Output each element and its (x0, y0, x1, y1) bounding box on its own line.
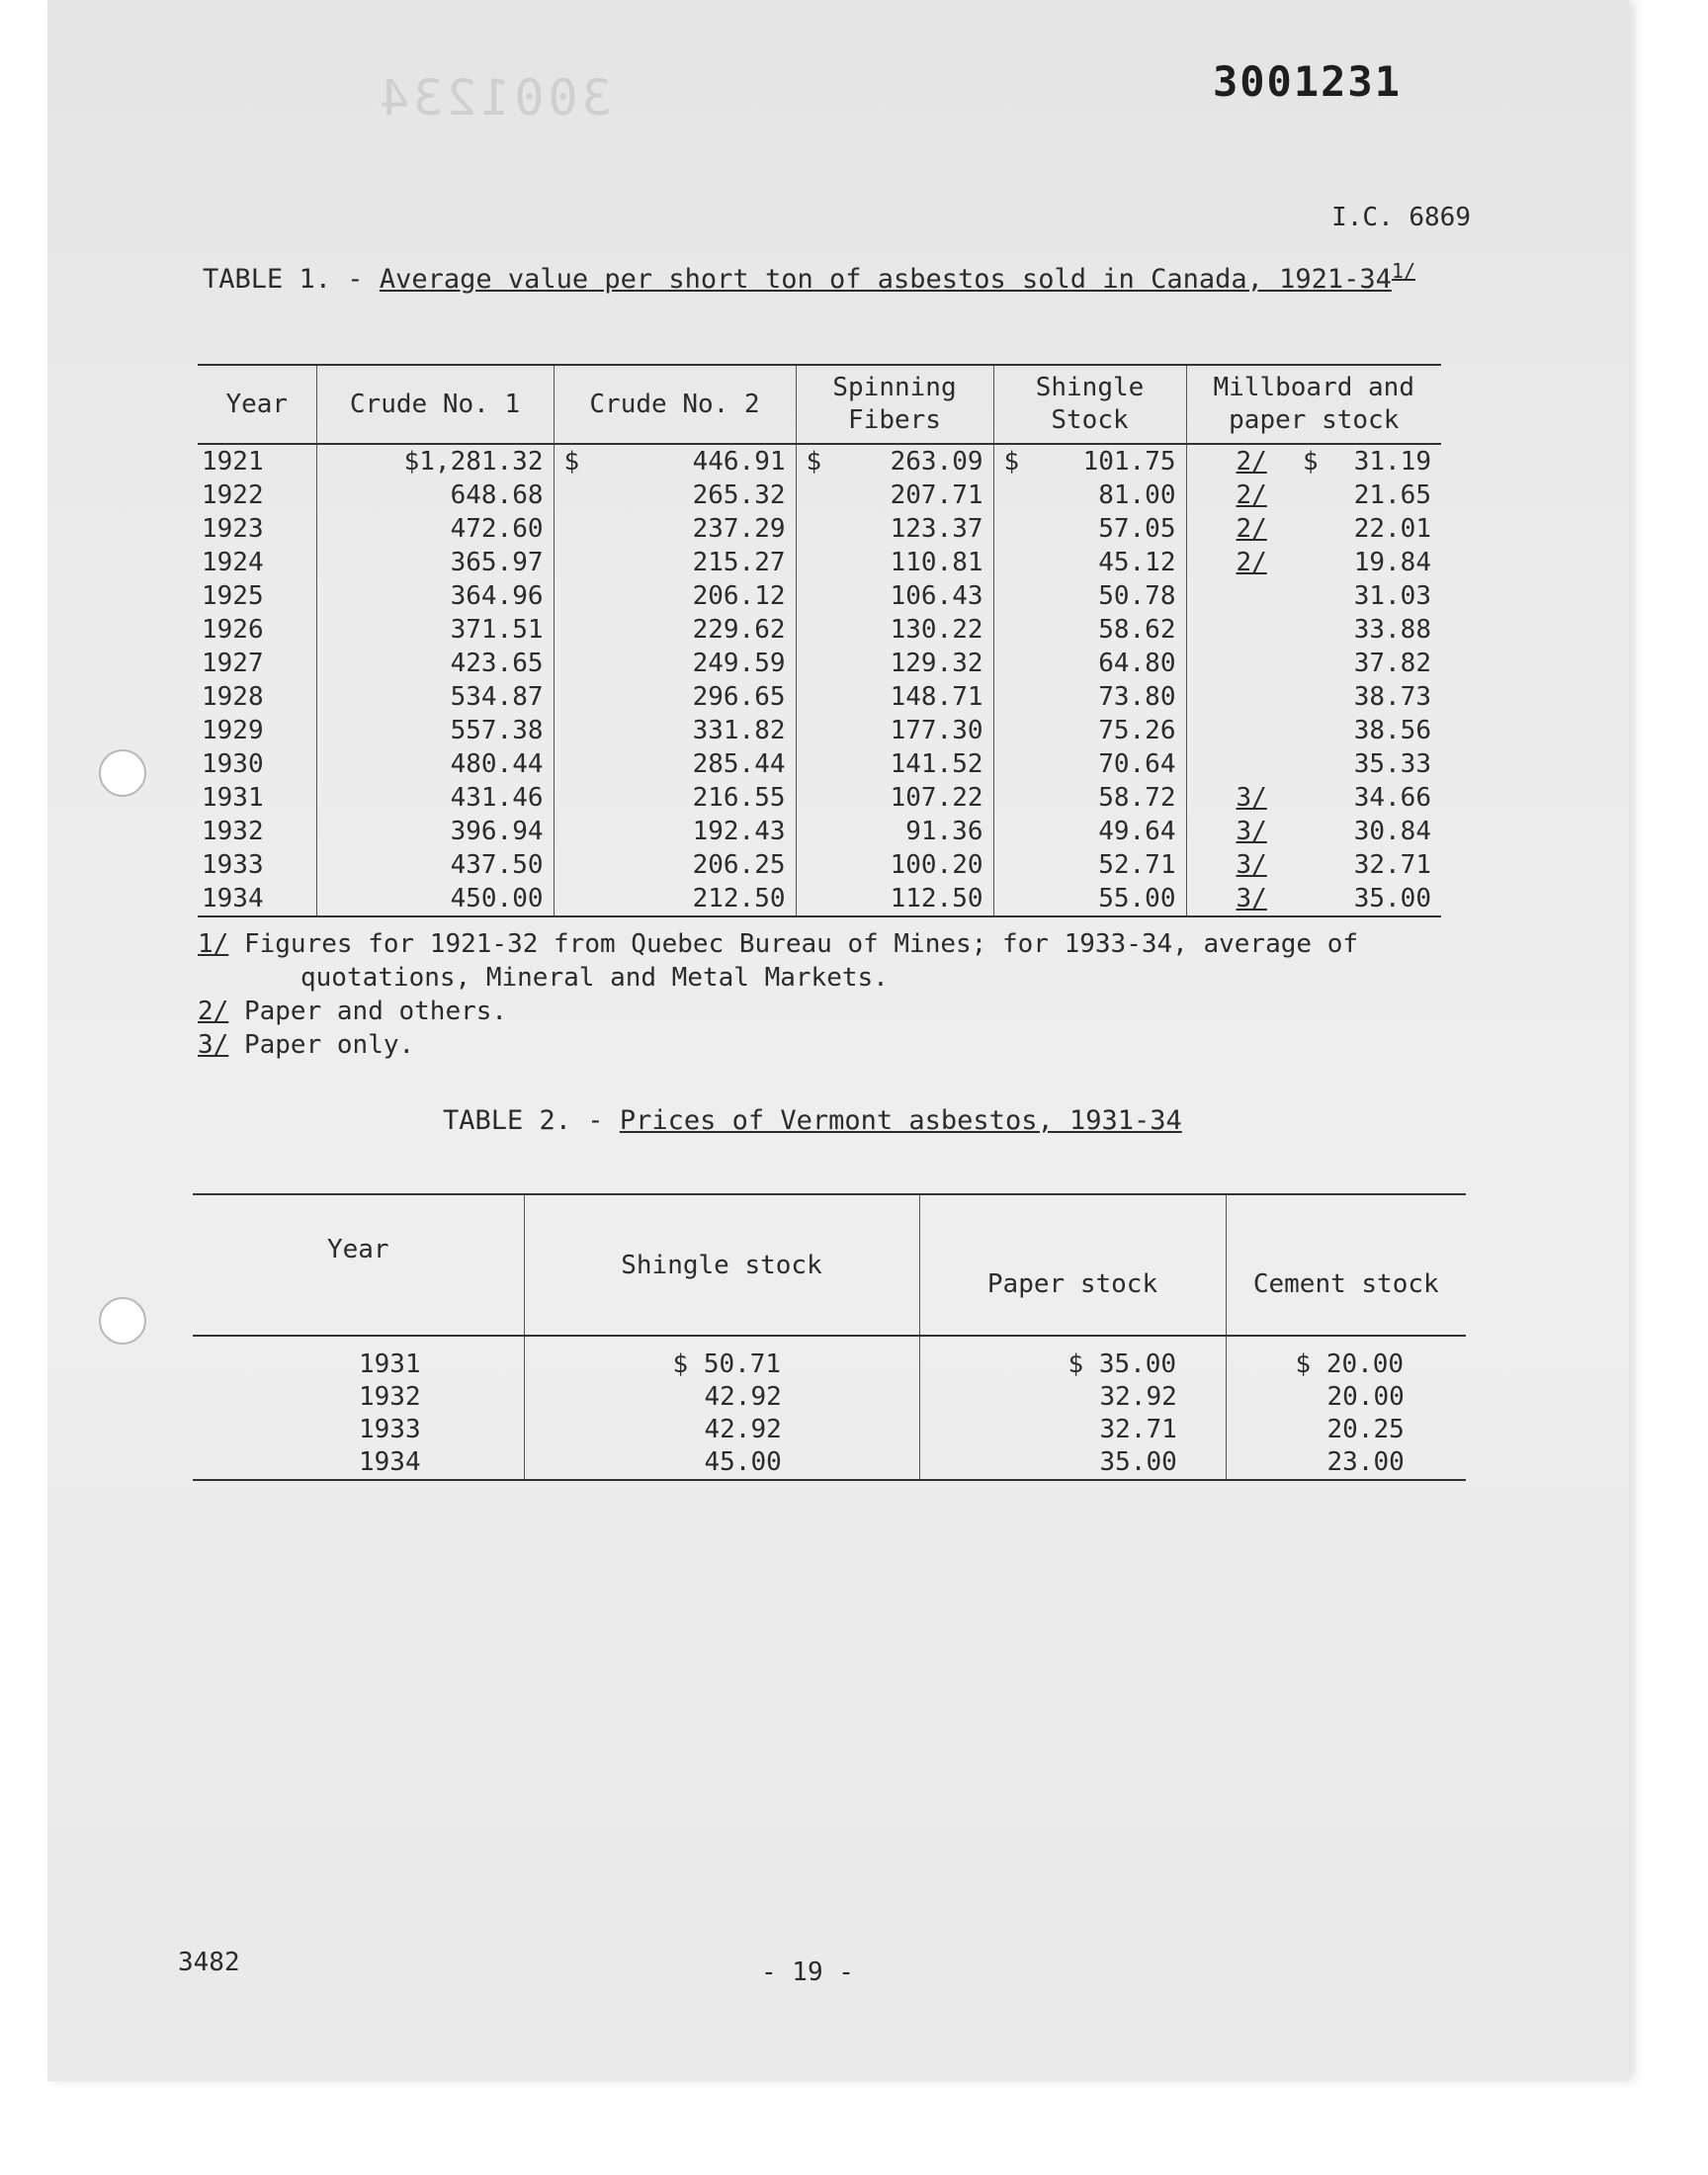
shingle-cell: 73.80 (993, 680, 1186, 714)
spinning-cell: 106.43 (796, 579, 993, 613)
shingle-cell: 42.92 (524, 1381, 919, 1414)
dollar-sign: $ (563, 447, 580, 477)
punch-hole-top (99, 749, 146, 797)
cement-cell (1226, 1336, 1466, 1381)
footnote-mark: 2/ (1236, 514, 1267, 544)
shingle-cell: 49.64 (993, 815, 1186, 848)
table1 (198, 364, 1441, 917)
crude2-cell: 249.59 (554, 647, 796, 680)
shingle-cell: 45.12 (993, 546, 1186, 579)
crude2-cell (554, 444, 796, 478)
cement-cell: 20.25 (1226, 1414, 1466, 1446)
value: 50.71 (703, 1349, 782, 1379)
millboard-cell (1186, 781, 1441, 815)
year-cell: 1933 (359, 1415, 421, 1444)
footnote-mark: 2/ (1236, 548, 1267, 577)
shingle-cell: 42.92 (524, 1414, 919, 1446)
year-cell: 1931 (202, 783, 264, 813)
crude1-cell: 472.60 (316, 512, 554, 546)
dollar-sign: $ (1295, 1349, 1312, 1379)
year-cell: 1922 (202, 480, 264, 510)
table2 (193, 1193, 1466, 1481)
table-row (193, 1381, 1466, 1414)
table-row (198, 815, 1441, 848)
value: 30.84 (1353, 817, 1431, 846)
dollar-sign: $ (1003, 447, 1020, 477)
table-row (198, 714, 1441, 747)
footnote-1-continued: quotations, Mineral and Metal Markets. (300, 963, 889, 993)
year-cell: 1934 (193, 1446, 524, 1480)
crude1-cell: $1,281.32 (316, 444, 554, 478)
paper-cell (919, 1336, 1226, 1381)
shingle-cell: 64.80 (993, 647, 1186, 680)
table-row (198, 747, 1441, 781)
shingle-cell: 57.05 (993, 512, 1186, 546)
crude1-cell: 365.97 (316, 546, 554, 579)
paper-cell: 32.71 (919, 1414, 1226, 1446)
shingle-cell (524, 1336, 919, 1381)
year-cell: 1927 (202, 649, 264, 678)
punch-hole-bottom (99, 1297, 146, 1345)
shingle-cell: 58.72 (993, 781, 1186, 815)
value: 22.01 (1353, 514, 1431, 544)
year-cell: 1930 (202, 749, 264, 779)
table-row (193, 1446, 1466, 1480)
table1-header-row (198, 365, 1441, 444)
table1-label: TABLE 1. - (203, 264, 380, 295)
spinning-cell: 123.37 (796, 512, 993, 546)
year-cell: 1931 (359, 1349, 421, 1379)
millboard-cell (1186, 444, 1441, 478)
table-row (198, 478, 1441, 512)
year-cell: 1932 (202, 817, 264, 846)
value: 20.00 (1325, 1349, 1405, 1379)
crude2-cell: 237.29 (554, 512, 796, 546)
spinning-cell: 91.36 (796, 815, 993, 848)
footnote-mark: 3/ (1236, 884, 1267, 914)
table-row (198, 647, 1441, 680)
spinning-cell: 107.22 (796, 781, 993, 815)
crude1-cell: 648.68 (316, 478, 554, 512)
footnote-mark: 2/ (1236, 480, 1267, 510)
crude2-cell: 212.50 (554, 882, 796, 916)
footnote-mark: 1/ (198, 929, 229, 959)
table-row (198, 848, 1441, 882)
cement-cell: 20.00 (1226, 1381, 1466, 1414)
crude2-cell: 215.27 (554, 546, 796, 579)
crude2-cell: 206.25 (554, 848, 796, 882)
value: 263.09 (890, 447, 983, 477)
spinning-cell: 177.30 (796, 714, 993, 747)
bleed-through-number: 3001234 (376, 69, 612, 127)
year-cell: 1924 (202, 548, 264, 577)
document-number: 3001231 (1212, 57, 1402, 106)
millboard-cell (1186, 512, 1441, 546)
crude2-cell: 331.82 (554, 714, 796, 747)
shingle-cell: 70.64 (993, 747, 1186, 781)
table1-header-spinning: Spinning Fibers (796, 365, 993, 444)
table2-header-row (193, 1194, 1466, 1336)
crude1-cell: 371.51 (316, 613, 554, 647)
footnote-mark: 2/ (198, 997, 229, 1026)
crude1-cell: 423.65 (316, 647, 554, 680)
millboard-cell (1186, 882, 1441, 916)
table1-footnotes (198, 927, 1358, 1062)
footnote-mark: 3/ (1236, 783, 1267, 813)
shingle-cell: 81.00 (993, 478, 1186, 512)
information-circular-number: I.C. 6869 (1331, 203, 1471, 232)
paper-cell: 32.92 (919, 1381, 1226, 1414)
footnote-mark: 2/ (1236, 447, 1267, 477)
table-row (198, 613, 1441, 647)
table-row (198, 781, 1441, 815)
table2-header-year: Year (193, 1194, 524, 1336)
footnote-2 (198, 995, 1358, 1028)
year-cell: 1921 (202, 447, 264, 477)
spinning-cell: 141.52 (796, 747, 993, 781)
table2-header-paper: Paper stock (919, 1194, 1226, 1336)
table1-header-millboard: Millboard and paper stock (1186, 365, 1441, 444)
value: 101.75 (1082, 447, 1176, 477)
footnote-mark: 3/ (198, 1030, 229, 1060)
dollar-sign: $ (806, 447, 822, 477)
crude2-cell: 192.43 (554, 815, 796, 848)
shingle-cell: 75.26 (993, 714, 1186, 747)
spinning-cell: 129.32 (796, 647, 993, 680)
millboard-cell: 38.56 (1186, 714, 1441, 747)
millboard-cell (1186, 815, 1441, 848)
table1-title: Average value per short ton of asbestos sold in Canada, 1921-34 (379, 264, 1392, 295)
year-cell: 1929 (202, 716, 264, 745)
table1-title-note: 1/ (1391, 259, 1415, 283)
table2-header-cement: Cement stock (1226, 1194, 1466, 1336)
table1-caption (203, 259, 1415, 295)
spinning-cell (796, 444, 993, 478)
millboard-cell (1186, 848, 1441, 882)
year-cell: 1925 (202, 581, 264, 611)
table-row (193, 1414, 1466, 1446)
shingle-cell: 52.71 (993, 848, 1186, 882)
footnote-text: Figures for 1921-32 from Quebec Bureau of Mines; for 1933-34, average of (243, 929, 1359, 959)
footnote-text: Paper only. (243, 1030, 415, 1060)
crude2-cell: 229.62 (554, 613, 796, 647)
footnote-mark: 3/ (1236, 817, 1267, 846)
spinning-cell: 112.50 (796, 882, 993, 916)
year-cell: 1926 (202, 615, 264, 645)
crude1-cell: 364.96 (316, 579, 554, 613)
crude1-cell: 437.50 (316, 848, 554, 882)
footnote-text: Paper and others. (243, 997, 508, 1026)
crude1-cell: 480.44 (316, 747, 554, 781)
table1-header-year: Year (198, 365, 316, 444)
millboard-cell: 38.73 (1186, 680, 1441, 714)
table-row (198, 882, 1441, 916)
value: 35.00 (1098, 1349, 1177, 1379)
table2-label: TABLE 2. - (443, 1105, 620, 1136)
shingle-cell: 50.78 (993, 579, 1186, 613)
page-number: - 19 - (761, 1958, 854, 1987)
table2-caption (443, 1105, 1182, 1136)
crude2-cell: 206.12 (554, 579, 796, 613)
value: 446.91 (692, 447, 786, 477)
millboard-cell (1186, 546, 1441, 579)
year-cell: 1934 (198, 882, 316, 916)
millboard-cell: 37.82 (1186, 647, 1441, 680)
crude1-cell: 431.46 (316, 781, 554, 815)
shingle-cell: 45.00 (524, 1446, 919, 1480)
table1-header-crude1: Crude No. 1 (316, 365, 554, 444)
table-row (198, 546, 1441, 579)
spinning-cell: 100.20 (796, 848, 993, 882)
table-row (198, 680, 1441, 714)
spinning-cell: 130.22 (796, 613, 993, 647)
value: 31.19 (1353, 447, 1431, 477)
value: 19.84 (1353, 548, 1431, 577)
millboard-cell: 33.88 (1186, 613, 1441, 647)
value: 34.66 (1353, 783, 1431, 813)
crude1-cell: 396.94 (316, 815, 554, 848)
cement-cell: 23.00 (1226, 1446, 1466, 1480)
year-cell: 1932 (359, 1382, 421, 1412)
table-row (198, 512, 1441, 546)
table1-header-crude2: Crude No. 2 (554, 365, 796, 444)
year-cell: 1933 (202, 850, 264, 880)
dollar-sign: $ (1302, 447, 1319, 477)
crude1-cell: 534.87 (316, 680, 554, 714)
millboard-cell: 31.03 (1186, 579, 1441, 613)
table-row (198, 579, 1441, 613)
crude1-cell: 450.00 (316, 882, 554, 916)
spinning-cell: 148.71 (796, 680, 993, 714)
crude2-cell: 265.32 (554, 478, 796, 512)
dollar-sign: $ (672, 1349, 689, 1379)
year-cell: 1923 (202, 514, 264, 544)
shingle-cell: 55.00 (993, 882, 1186, 916)
table1-header-shingle: Shingle Stock (993, 365, 1186, 444)
footnote-1 (198, 927, 1358, 961)
value: 35.00 (1353, 884, 1431, 914)
footer-code: 3482 (178, 1948, 240, 1977)
footnote-3 (198, 1028, 1358, 1062)
table-row (198, 444, 1441, 478)
table2-header-shingle: Shingle stock (524, 1194, 919, 1336)
crude2-cell: 216.55 (554, 781, 796, 815)
year-cell: 1928 (202, 682, 264, 712)
shingle-cell: 58.62 (993, 613, 1186, 647)
footnote-mark: 3/ (1236, 850, 1267, 880)
paper-cell: 35.00 (919, 1446, 1226, 1480)
shingle-cell (993, 444, 1186, 478)
value: 32.71 (1353, 850, 1431, 880)
crude2-cell: 296.65 (554, 680, 796, 714)
dollar-sign: $ (1068, 1349, 1084, 1379)
table-row (193, 1336, 1466, 1381)
millboard-cell (1186, 478, 1441, 512)
value: 21.65 (1353, 480, 1431, 510)
crude1-cell: 557.38 (316, 714, 554, 747)
table2-title: Prices of Vermont asbestos, 1931-34 (619, 1105, 1182, 1136)
spinning-cell: 207.71 (796, 478, 993, 512)
millboard-cell: 35.33 (1186, 747, 1441, 781)
crude2-cell: 285.44 (554, 747, 796, 781)
spinning-cell: 110.81 (796, 546, 993, 579)
